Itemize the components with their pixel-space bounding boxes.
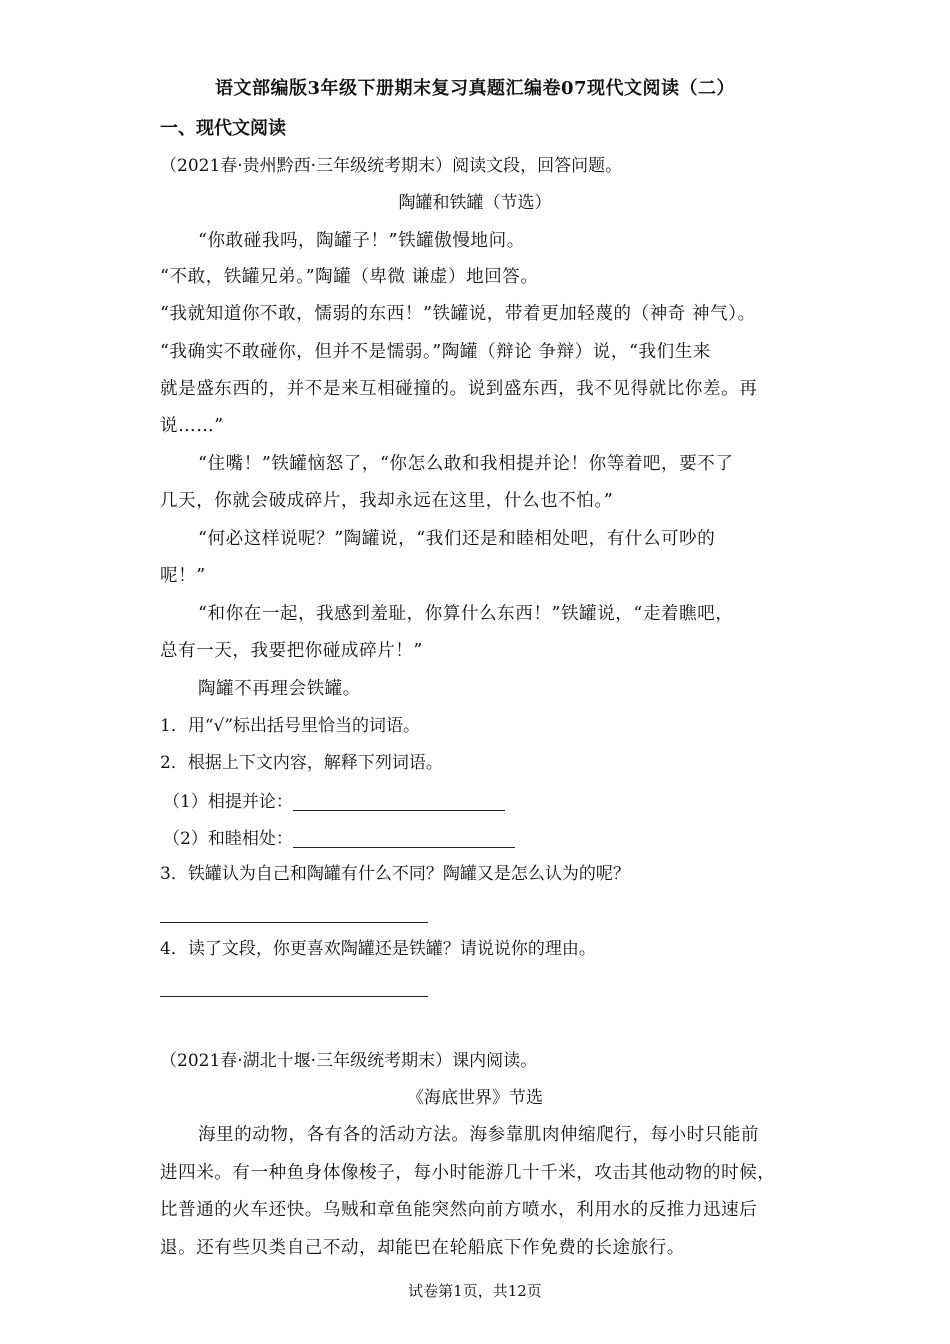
page-title: 语文部编版3年级下册期末复习真题汇编卷07现代文阅读（二） xyxy=(214,78,736,99)
question-4: 4．读了文段，你更喜欢陶罐还是铁罐？请说说你的理由。 xyxy=(160,939,596,959)
passage-line: “我就知道你不敢，懦弱的东西！”铁罐说，带着更加轻蔑的（神奇 神气）。 xyxy=(160,304,756,324)
passage-line: “你敢碰我吗，陶罐子！”铁罐傲慢地问。 xyxy=(198,231,525,251)
passage-line: 退。还有些贝类自己不动，却能巴在轮船底下作免费的长途旅行。 xyxy=(160,1238,685,1258)
answer-blank[interactable] xyxy=(293,829,515,848)
answer-blank[interactable] xyxy=(293,792,505,811)
question-2-2 xyxy=(163,829,515,848)
question-2-1 xyxy=(163,792,505,811)
question-1: 1．用“√”标出括号里恰当的词语。 xyxy=(160,716,421,736)
answer-line[interactable] xyxy=(160,922,428,923)
answer-line[interactable] xyxy=(160,996,428,997)
passage-title: 《海底世界》节选 xyxy=(407,1088,543,1108)
passage-line: 几天，你就会破成碎片，我却永远在这里，什么也不怕。” xyxy=(160,491,614,511)
passage-line: 陶罐不再理会铁罐。 xyxy=(198,679,361,699)
passage-source: （2021春·贵州黔西·三年级统考期末）阅读文段，回答问题。 xyxy=(160,156,623,176)
passage-line: 比普通的火车还快。乌贼和章鱼能突然向前方喷水，利用水的反推力迅速后 xyxy=(160,1200,758,1220)
question-2-1-label: （1）相提并论： xyxy=(163,792,293,812)
passage-line: 说……” xyxy=(160,416,224,436)
page-footer: 试卷第1页，共12页 xyxy=(408,1282,542,1300)
passage-line: 呢！” xyxy=(160,566,206,586)
question-2: 2．根据上下文内容，解释下列词语。 xyxy=(160,753,443,773)
passage-line: “住嘴！”铁罐恼怒了，“你怎么敢和我相提并论！你等着吧，要不了 xyxy=(198,454,734,474)
passage-source: （2021春·湖北十堰·三年级统考期末）课内阅读。 xyxy=(160,1051,538,1071)
passage-line: 进四米。有一种鱼身体像梭子，每小时能游几十千米，攻击其他动物的时候， xyxy=(160,1163,776,1183)
section-heading: 一、现代文阅读 xyxy=(160,118,286,139)
passage-line: 海里的动物，各有各的活动方法。海参靠肌肉伸缩爬行，每小时只能前 xyxy=(198,1125,760,1145)
question-3: 3．铁罐认为自己和陶罐有什么不同？陶罐又是怎么认为的呢？ xyxy=(160,864,630,884)
passage-line: “和你在一起，我感到羞耻，你算什么东西！”铁罐说，“走着瞧吧， xyxy=(198,604,734,624)
passage-line: “何必这样说呢？”陶罐说，“我们还是和睦相处吧，有什么可吵的 xyxy=(198,529,716,549)
passage-line: 总有一天，我要把你碰成碎片！” xyxy=(160,641,423,661)
question-2-2-label: （2）和睦相处： xyxy=(163,829,293,849)
passage-line: 就是盛东西的，并不是来互相碰撞的。说到盛东西，我不见得就比你差。再 xyxy=(160,379,758,399)
passage-title: 陶罐和铁罐（节选） xyxy=(398,193,552,213)
passage-line: “我确实不敢碰你，但并不是懦弱。”陶罐（辩论 争辩）说，“我们生来 xyxy=(160,342,711,362)
passage-line: “不敢，铁罐兄弟。”陶罐（卑微 谦虚）地回答。 xyxy=(160,267,539,287)
